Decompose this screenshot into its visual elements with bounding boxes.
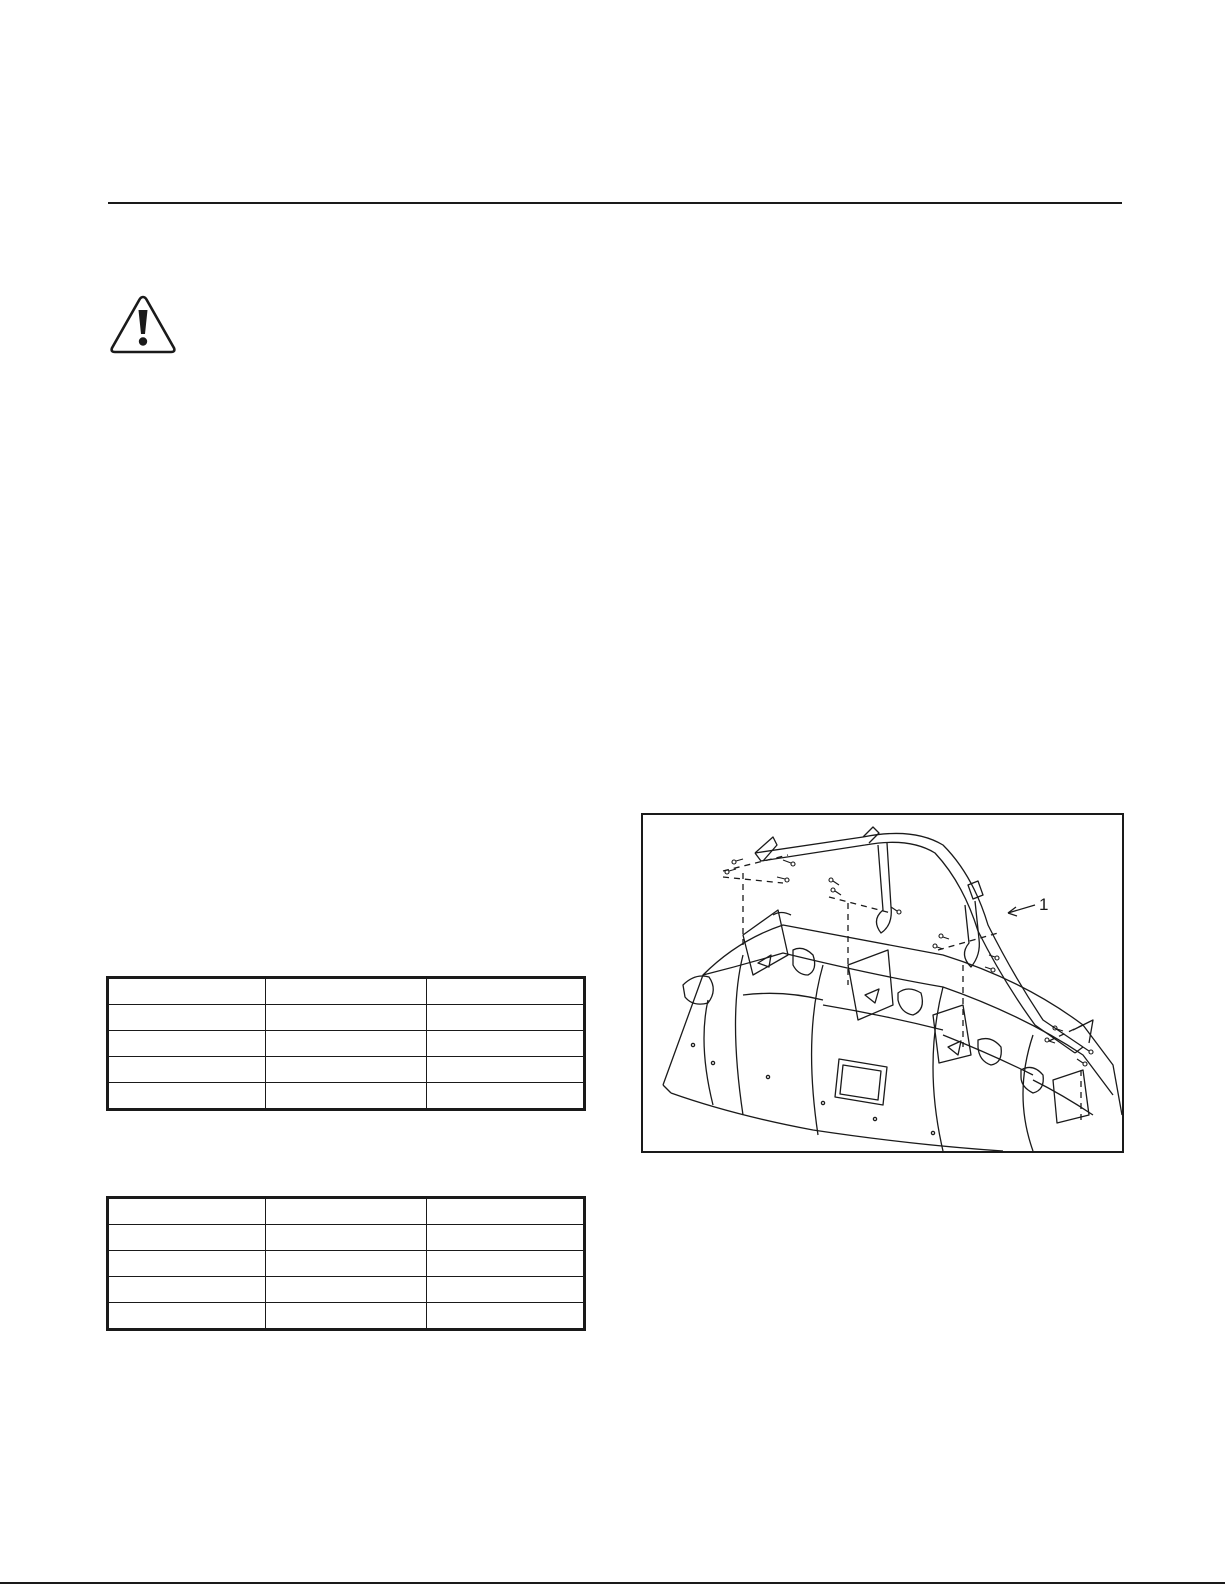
warning-icon: [108, 294, 178, 356]
table-cell: [266, 1005, 427, 1031]
table-cell: [427, 1083, 585, 1110]
table-cell: [108, 1083, 266, 1110]
table-row: [108, 1303, 585, 1330]
table-row: [108, 1083, 585, 1110]
table-row: [108, 1277, 585, 1303]
table-cell: [108, 1225, 266, 1251]
table-cell: [108, 978, 266, 1005]
table-cell: [427, 1277, 585, 1303]
table-cell: [427, 1031, 585, 1057]
table-cell: [108, 1198, 266, 1225]
table-cell: [427, 1198, 585, 1225]
spec-table-1: [106, 976, 586, 1111]
table-cell: [427, 1303, 585, 1330]
table-row: [108, 978, 585, 1005]
table-cell: [266, 1303, 427, 1330]
table-cell: [266, 1198, 427, 1225]
table-cell: [427, 1251, 585, 1277]
table-row: [108, 1198, 585, 1225]
table-cell: [108, 1005, 266, 1031]
table-cell: [108, 1303, 266, 1330]
table-cell: [266, 978, 427, 1005]
callout-label: 1: [1039, 895, 1049, 914]
table-cell: [266, 1083, 427, 1110]
table-cell: [108, 1251, 266, 1277]
table-row: [108, 1251, 585, 1277]
table-cell: [427, 978, 585, 1005]
plow-assembly-drawing: [643, 815, 1122, 1151]
table-cell: [108, 1277, 266, 1303]
assembly-figure: [641, 813, 1124, 1153]
table-cell: [266, 1225, 427, 1251]
header-rule: [108, 202, 1122, 204]
spec-table-2: [106, 1196, 586, 1331]
table-cell: [108, 1031, 266, 1057]
table-cell: [266, 1057, 427, 1083]
table-row: [108, 1005, 585, 1031]
table-row: [108, 1057, 585, 1083]
table-cell: [427, 1005, 585, 1031]
table-cell: [266, 1251, 427, 1277]
table-cell: [427, 1057, 585, 1083]
table-cell: [427, 1225, 585, 1251]
table-cell: [108, 1057, 266, 1083]
table-row: [108, 1225, 585, 1251]
footer-rule: [0, 1582, 1225, 1584]
table-row: [108, 1031, 585, 1057]
table-cell: [266, 1277, 427, 1303]
table-cell: [266, 1031, 427, 1057]
